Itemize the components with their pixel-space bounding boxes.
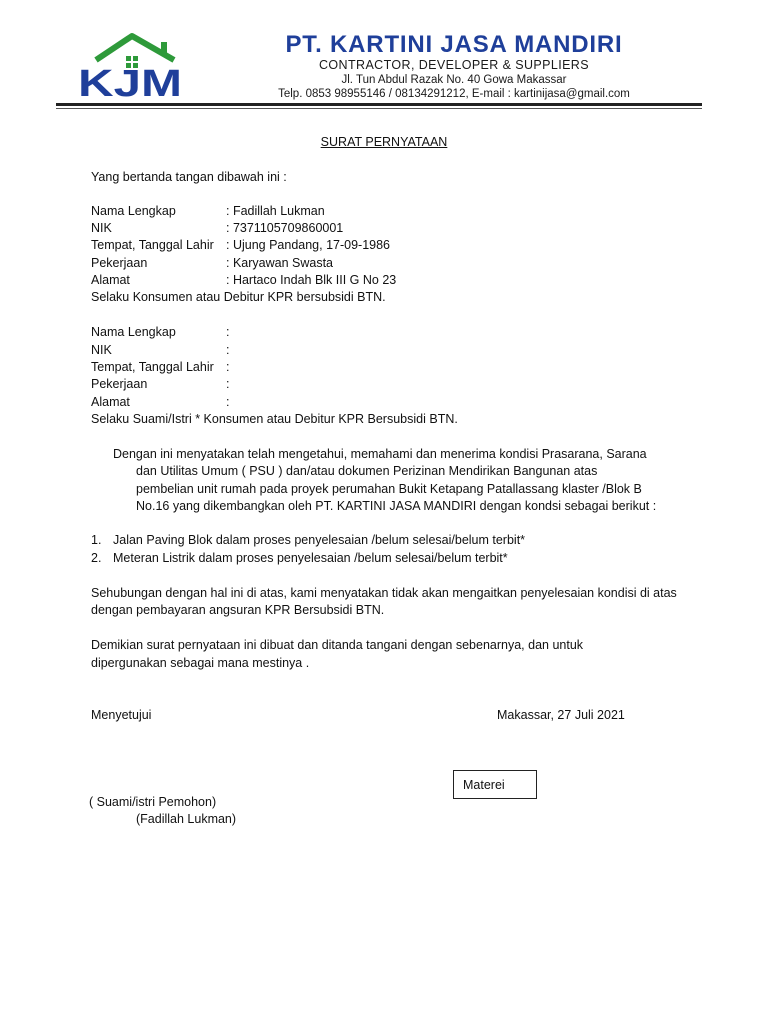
p2-value-birth: :: [226, 360, 230, 374]
statement-line: Dengan ini menyatakan telah mengetahui, memahami dan menerima kondisi Prasarana, Sarana: [113, 447, 647, 461]
paragraph-line: dengan pembayaran angsuran KPR Bersubsidi BTN.: [91, 603, 385, 617]
p2-role: Selaku Suami/Istri * Konsumen atau Debitur KPR Bersubsidi BTN.: [91, 412, 458, 426]
p1-value-job: : Karyawan Swasta: [226, 256, 333, 270]
condition-number: 2.: [91, 551, 102, 565]
p1-value-birth: : Ujung Pandang, 17-09-1986: [226, 238, 391, 252]
paragraph-line: dipergunakan sebagai mana mestinya .: [91, 656, 310, 670]
p1-label-birth: Tempat, Tanggal Lahir: [91, 238, 214, 252]
letterhead-divider: [56, 103, 702, 106]
company-name: PT. KARTINI JASA MANDIRI: [285, 31, 623, 58]
statement-line: No.16 yang dikembangkan oleh PT. KARTINI JASA MANDIRI dengan kondsi sebagai berikut :: [136, 499, 657, 513]
company-address: Jl. Tun Abdul Razak No. 40 Gowa Makassar: [341, 74, 567, 86]
p2-value-address: :: [226, 395, 230, 409]
p2-label-address: Alamat: [91, 395, 130, 409]
signer-role: ( Suami/istri Pemohon): [89, 795, 217, 809]
condition-text: Jalan Paving Blok dalam proses penyelesaian /belum selesai/belum terbit*: [113, 533, 526, 547]
paragraph-line: Demikian surat pernyataan ini dibuat dan ditanda tangani dengan sebenarnya, dan untuk: [91, 638, 584, 652]
stamp-box: Materei: [453, 770, 537, 799]
p1-label-nik: NIK: [91, 221, 112, 235]
paragraph-line: Sehubungan dengan hal ini di atas, kami menyatakan tidak akan mengaitkan penyelesaian kondisi di atas: [91, 586, 677, 600]
statement-line: dan Utilitas Umum ( PSU ) dan/atau dokumen Perizinan Mendirikan Bangunan atas: [136, 464, 598, 478]
p2-value-nik: :: [226, 343, 230, 357]
intro-text: Yang bertanda tangan dibawah ini :: [91, 170, 287, 184]
company-subtitle: CONTRACTOR, DEVELOPER & SUPPLIERS: [319, 58, 589, 72]
p2-value-name: :: [226, 325, 230, 339]
p1-value-name: : Fadillah Lukman: [226, 204, 325, 218]
p2-label-nik: NIK: [91, 343, 112, 357]
p2-label-job: Pekerjaan: [91, 377, 148, 391]
p1-value-nik: : 7371105709860001: [226, 221, 344, 235]
letterhead-divider-thin: [56, 108, 702, 109]
p1-label-job: Pekerjaan: [91, 256, 148, 270]
condition-text: Meteran Listrik dalam proses penyelesaian /belum selesai/belum terbit*: [113, 551, 508, 565]
letterhead: [56, 18, 702, 104]
condition-number: 1.: [91, 533, 102, 547]
company-info: [206, 32, 702, 101]
company-contact: Telp. 0853 98955146 / 08134291212, E-mail : kartinijasa@gmail.com: [278, 88, 630, 100]
company-logo: [74, 30, 186, 100]
approve-label: Menyetujui: [91, 708, 152, 722]
p2-value-job: :: [226, 377, 230, 391]
place-date: Makassar, 27 Juli 2021: [497, 708, 625, 722]
p1-value-address: : Hartaco Indah Blk III G No 23: [226, 273, 397, 287]
logo-text: KJM: [78, 63, 182, 100]
p1-label-address: Alamat: [91, 273, 130, 287]
document-title: SURAT PERNYATAAN: [320, 135, 448, 149]
p1-role: Selaku Konsumen atau Debitur KPR bersubsidi BTN.: [91, 290, 386, 304]
p1-label-name: Nama Lengkap: [91, 204, 176, 218]
signer-name: (Fadillah Lukman): [136, 812, 237, 826]
p2-label-birth: Tempat, Tanggal Lahir: [91, 360, 214, 374]
statement-line: pembelian unit rumah pada proyek perumahan Bukit Ketapang Patallassang klaster /Blok B: [136, 482, 642, 496]
p2-label-name: Nama Lengkap: [91, 325, 176, 339]
